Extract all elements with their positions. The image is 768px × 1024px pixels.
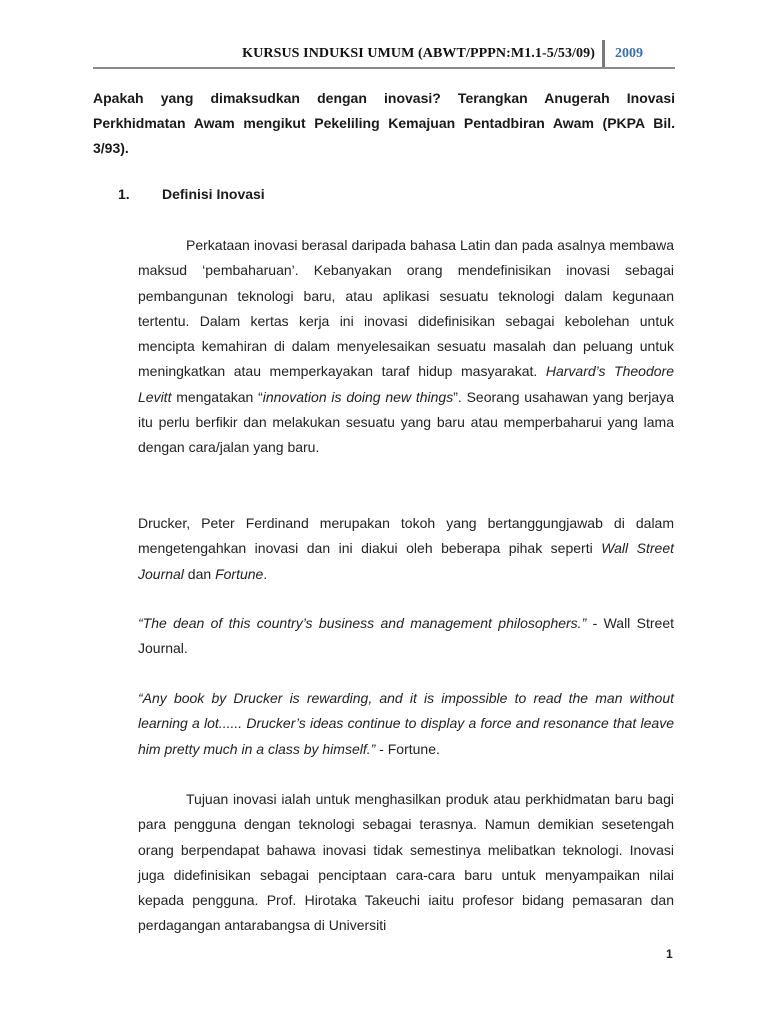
p1-italic-levitt: Harvard’s Theodore Levitt [138, 363, 674, 405]
question-heading: Apakah yang dimaksudkan dengan inovasi? Terangkan Anugerah Inovasi Perkhidmatan Awam mengikut Pekeliling Kemajuan Pentadbiran Awam (PKPA Bil. 3/93). [93, 90, 675, 156]
p1-text-e: ”. Seorang usahawan yang berjaya itu perlu berfikir dan melakukan sesuatu yang baru atau memperbaharui yang lama dengan cara/jalan yang baru. [138, 388, 674, 456]
paragraph-drucker [138, 511, 674, 587]
section-title: Definisi Inovasi [162, 186, 265, 202]
header-rule [93, 67, 675, 69]
page-header [93, 40, 675, 68]
p1-text-a: Perkataan inovasi berasal daripada bahasa Latin dan pada asalnya membawa maksud ‘pembaharuan’. Kebanyakan orang mendefinisikan inovasi sebagai pembangunan teknologi baru, atau aplikasi sesuatu teknologi dalam kegunaan tertentu. Dalam kertas kerja ini inovasi didefinisikan sebagai kebolehan untuk mencipta kemahiran di dalam menyelesaikan sesuatu masalah dan peluang untuk meningkatkan atau memperkayakan taraf hidup masyarakat. [138, 237, 674, 380]
paragraph-purpose: Tujuan inovasi ialah untuk menghasilkan produk atau perkhidmatan baru bagi para pengguna dengan teknologi sebagai terasnya. Namun demikian sesetengah orang berpendapat bahawa inovasi tidak semestinya melibatkan teknologi. Inovasi juga didefinisikan sebagai penciptaan cara-cara baru untuk menyampaikan nilai kepada pengguna. Prof. Hirotaka Takeuchi iaitu profesor bidang pemasaran dan perdagangan antarabangsa di Universiti [138, 791, 674, 934]
quote-fortune [138, 686, 674, 762]
p1-italic-quote: innovation is doing new things [262, 388, 454, 405]
section-number: 1. [118, 186, 130, 202]
quote-wsj-source: - Wall Street Journal. [138, 615, 674, 657]
quote-wsj-text: “The dean of this country’s business and management philosophers.” [138, 615, 587, 631]
paragraph-definition [138, 233, 674, 461]
p2-text-a: Drucker, Peter Ferdinand merupakan tokoh yang bertanggungjawab di dalam mengetengahkan inovasi dan ini diakui oleh beberapa pihak seperti [138, 515, 674, 557]
p2-text-c: dan [183, 565, 216, 582]
quote-fortune-text: “Any book by Drucker is rewarding, and it is impossible to read the man without learning a lot...... Drucker’s ideas continue to display a force and resonance that leave him pretty much in a class by himself.” [138, 690, 674, 757]
p2-italic-wsj: Wall Street Journal [138, 540, 674, 582]
page-number: 1 [666, 947, 673, 961]
quote-wsj [138, 611, 674, 662]
header-title: KURSUS INDUKSI UMUM (ABWT/PPPN:M1.1-5/53/09) [242, 46, 595, 61]
p2-italic-fortune: Fortune [215, 565, 264, 582]
p1-text-c: mengatakan “ [171, 388, 263, 405]
section-heading [118, 186, 265, 202]
header-year: 2009 [615, 46, 643, 61]
header-separator [602, 40, 605, 68]
quote-fortune-source: - Fortune. [375, 740, 440, 757]
p2-text-e: . [263, 565, 268, 582]
